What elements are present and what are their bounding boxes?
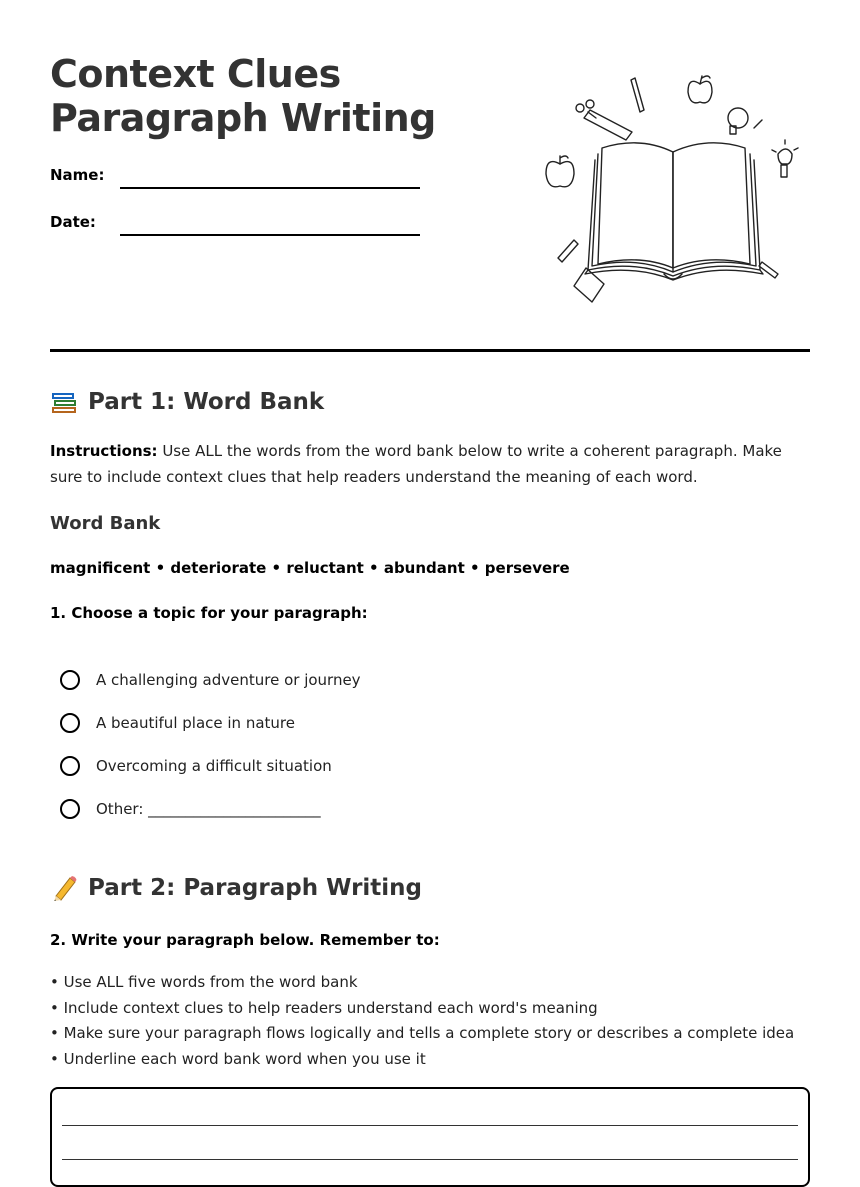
date-label: Date: — [50, 213, 96, 231]
option-label: Overcoming a difficult situation — [96, 757, 332, 775]
writing-line[interactable] — [62, 1159, 798, 1160]
pencil-icon — [558, 240, 578, 262]
radio-button[interactable] — [60, 799, 80, 819]
topic-option[interactable] — [60, 670, 361, 690]
page-title — [50, 52, 436, 140]
topic-option[interactable] — [60, 756, 332, 776]
apple-icon — [688, 76, 712, 103]
part2-heading-text: Part 2: Paragraph Writing — [88, 875, 423, 901]
checklist-item: • Include context clues to help readers understand each word's meaning — [50, 998, 598, 1017]
part1-heading-text: Part 1: Word Bank — [88, 389, 325, 415]
section-divider — [50, 349, 810, 352]
lightbulb-icon — [728, 108, 762, 134]
radio-button[interactable] — [60, 756, 80, 776]
word-bank-heading: Word Bank — [50, 513, 161, 534]
pencil-icon — [584, 110, 632, 140]
checklist-item: • Underline each word bank word when you use it — [50, 1049, 426, 1068]
instructions-text: Use ALL the words from the word bank below to write a coherent paragraph. Make sure to include context clues that help readers understand the meaning of each word. — [50, 442, 782, 486]
date-field[interactable] — [120, 234, 420, 236]
name-field[interactable] — [120, 187, 420, 189]
pencil-icon — [631, 78, 644, 112]
word-bank-list: magnificent • deteriorate • reluctant • abundant • persevere — [50, 559, 570, 577]
name-label: Name: — [50, 166, 105, 184]
open-book-icon — [585, 143, 763, 280]
instructions — [50, 438, 810, 490]
radio-button[interactable] — [60, 670, 80, 690]
option-label: A challenging adventure or journey — [96, 671, 361, 689]
writing-checklist — [50, 970, 794, 1072]
pencil-icon — [759, 262, 778, 278]
writing-question: 2. Write your paragraph below. Remember to: — [50, 931, 440, 949]
pencil-icon — [50, 874, 78, 902]
books-icon — [50, 388, 78, 416]
open-book-illustration — [540, 70, 810, 310]
instructions-label: Instructions: — [50, 442, 158, 460]
radio-button[interactable] — [60, 713, 80, 733]
option-label: Other: _______________________ — [96, 800, 321, 818]
topic-question: 1. Choose a topic for your paragraph: — [50, 604, 368, 622]
part2-heading — [50, 874, 422, 902]
lightbulb-idea-icon — [772, 140, 798, 177]
topic-option[interactable] — [60, 713, 295, 733]
part1-heading — [50, 388, 324, 416]
checklist-item: • Make sure your paragraph flows logically and tells a complete story or describes a complete idea — [50, 1024, 795, 1042]
checklist-item: • Use ALL five words from the word bank — [50, 973, 358, 991]
paragraph-writing-box[interactable] — [50, 1087, 810, 1187]
apple-icon — [546, 156, 574, 187]
topic-option[interactable] — [60, 799, 321, 819]
title-line-2: Paragraph Writing — [50, 96, 436, 140]
title-line-1: Context Clues — [50, 52, 341, 96]
writing-line[interactable] — [62, 1125, 798, 1126]
option-label: A beautiful place in nature — [96, 714, 295, 732]
